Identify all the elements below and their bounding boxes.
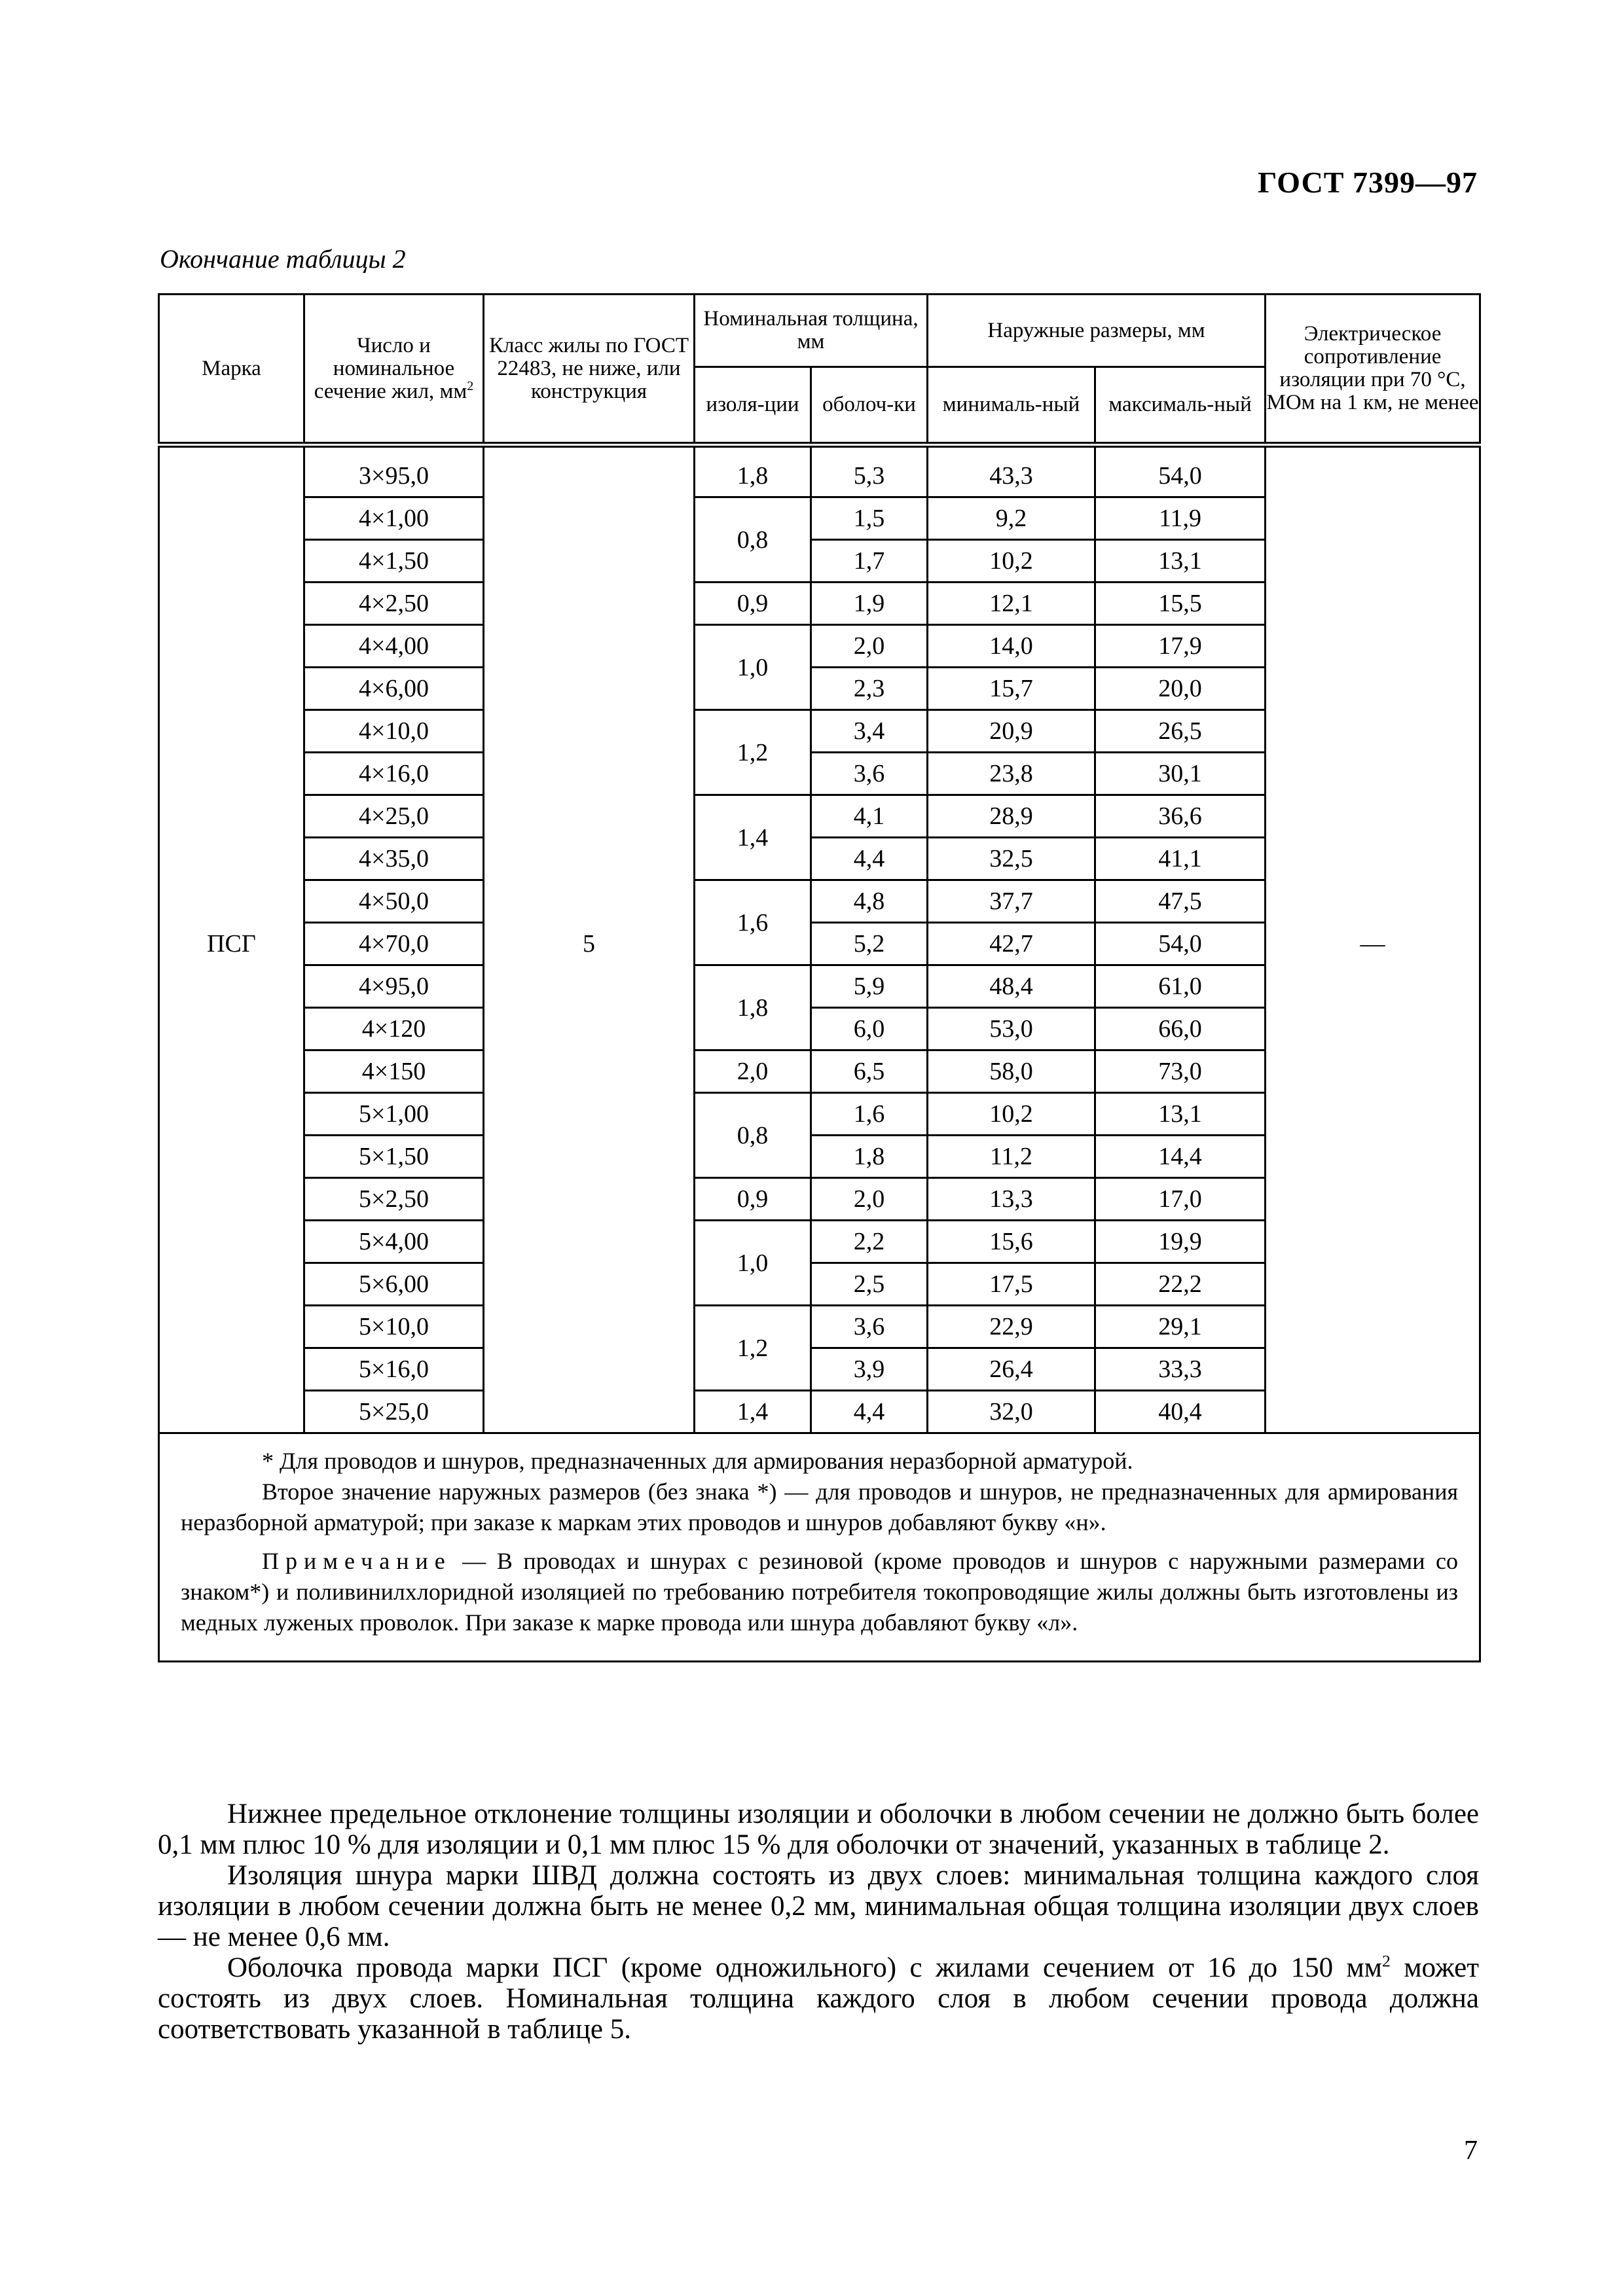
min-cell: 32,0 [928,1391,1095,1433]
max-cell: 13,1 [1095,540,1266,583]
izol-cell: 0,9 [695,583,811,625]
obol-cell: 4,4 [811,1391,928,1433]
obol-cell: 1,8 [811,1136,928,1178]
min-cell: 15,6 [928,1221,1095,1263]
izol-cell: 0,8 [695,1093,811,1178]
section-cell: 4×50,0 [304,880,484,923]
izol-cell: 1,8 [695,965,811,1050]
max-cell: 33,3 [1095,1348,1266,1391]
max-cell: 73,0 [1095,1050,1266,1093]
section-cell: 4×16,0 [304,753,484,795]
obol-cell: 2,3 [811,668,928,710]
table-caption: Окончание таблицы 2 [160,244,406,274]
paragraph-3-sup: 2 [1381,1951,1391,1971]
section-cell: 4×35,0 [304,838,484,880]
table-row [159,445,1480,497]
page-number: 7 [1464,2136,1478,2166]
izol-cell: 1,0 [695,625,811,710]
min-cell: 32,5 [928,838,1095,880]
header-nominal: Номинальная толщина, мм [695,295,928,367]
max-cell: 20,0 [1095,668,1266,710]
section-cell: 5×1,50 [304,1136,484,1178]
header-chislo-sup: 2 [467,378,474,393]
min-cell: 13,3 [928,1178,1095,1221]
min-cell: 53,0 [928,1008,1095,1050]
section-cell: 4×10,0 [304,710,484,753]
izol-cell: 0,8 [695,497,811,583]
min-cell: 22,9 [928,1306,1095,1348]
min-cell: 11,2 [928,1136,1095,1178]
klass-cell: 5 [484,445,695,1433]
document-code: ГОСТ 7399—97 [1258,166,1478,199]
max-cell: 61,0 [1095,965,1266,1008]
section-cell: 4×4,00 [304,625,484,668]
min-cell: 12,1 [928,583,1095,625]
max-cell: 17,0 [1095,1178,1266,1221]
max-cell: 36,6 [1095,795,1266,838]
izol-cell: 0,9 [695,1178,811,1221]
obol-cell: 1,9 [811,583,928,625]
obol-cell: 5,9 [811,965,928,1008]
izol-cell: 1,4 [695,795,811,880]
min-cell: 28,9 [928,795,1095,838]
section-cell: 5×10,0 [304,1306,484,1348]
max-cell: 22,2 [1095,1263,1266,1306]
min-cell: 42,7 [928,923,1095,965]
section-cell: 5×6,00 [304,1263,484,1306]
section-cell: 5×1,00 [304,1093,484,1136]
section-cell: 3×95,0 [304,445,484,497]
min-cell: 23,8 [928,753,1095,795]
max-cell: 19,9 [1095,1221,1266,1263]
table-notes [159,1433,1480,1662]
header-chislo [304,295,484,445]
izol-cell: 1,8 [695,445,811,497]
obol-cell: 1,5 [811,497,928,540]
paragraph-3 [158,1952,1479,2045]
max-cell: 13,1 [1095,1093,1266,1136]
min-cell: 9,2 [928,497,1095,540]
section-cell: 4×120 [304,1008,484,1050]
max-cell: 41,1 [1095,838,1266,880]
header-chislo-text: Число и номинальное сечение жил, мм [314,333,467,403]
header-klass: Класс жилы по ГОСТ 22483, не ниже, или конструкция [484,295,695,445]
body-text [158,1799,1479,2045]
paragraph-3-pre: Оболочка провода марки ПСГ (кроме одножильного) с жилами сечением от 16 до 150 мм [227,1952,1382,1983]
obol-cell: 6,0 [811,1008,928,1050]
cable-table [158,293,1481,1662]
obol-cell: 4,8 [811,880,928,923]
obol-cell: 3,6 [811,1306,928,1348]
max-cell: 54,0 [1095,445,1266,497]
obol-cell: 4,1 [811,795,928,838]
table-body [159,445,1480,1433]
min-cell: 20,9 [928,710,1095,753]
header-marka: Марка [159,295,304,445]
obol-cell: 5,2 [811,923,928,965]
obol-cell: 2,0 [811,1178,928,1221]
paragraph-2: Изоляция шнура марки ШВД должна состоять из двух слоев: минимальная толщина каждого слоя изоляции в любом сечении должна быть не менее 0,2 мм, минимальная общая толщина изоляции двух слоев — не менее 0,6 мм. [158,1860,1479,1952]
min-cell: 15,7 [928,668,1095,710]
izol-cell: 1,4 [695,1391,811,1433]
footnote-second: Второе значение наружных размеров (без знака *) — для проводов и шнуров, не предназначенных для армирования неразборной арматурой; при заказе к маркам этих проводов и шнуров добавляют букву «н». [181,1479,1459,1535]
section-cell: 4×6,00 [304,668,484,710]
max-cell: 54,0 [1095,923,1266,965]
max-cell: 29,1 [1095,1306,1266,1348]
min-cell: 48,4 [928,965,1095,1008]
section-cell: 4×1,00 [304,497,484,540]
obol-cell: 2,2 [811,1221,928,1263]
max-cell: 66,0 [1095,1008,1266,1050]
obol-cell: 4,4 [811,838,928,880]
section-cell: 5×16,0 [304,1348,484,1391]
izol-cell: 1,6 [695,880,811,965]
max-cell: 26,5 [1095,710,1266,753]
section-cell: 4×70,0 [304,923,484,965]
max-cell: 30,1 [1095,753,1266,795]
izol-cell: 2,0 [695,1050,811,1093]
max-cell: 11,9 [1095,497,1266,540]
note-primechanie [181,1546,1458,1638]
paragraph-1: Нижнее предельное отклонение толщины изоляции и оболочки в любом сечении не должно быть более 0,1 мм плюс 10 % для изоляции и 0,1 мм плюс 15 % для оболочки от значений, указанных в таблице 2. [158,1799,1479,1860]
max-cell: 15,5 [1095,583,1266,625]
obol-cell: 1,7 [811,540,928,583]
max-cell: 14,4 [1095,1136,1266,1178]
section-cell: 4×2,50 [304,583,484,625]
min-cell: 26,4 [928,1348,1095,1391]
marka-cell: ПСГ [159,445,304,1433]
header-obol: оболоч-ки [811,367,928,445]
izol-cell: 1,2 [695,1306,811,1391]
header-electr: Электрическое сопротивление изоляции при 70 °С, МОм на 1 км, не менее [1266,295,1480,445]
note-text: — В проводах и шнурах с резиновой (кроме проводов и шнуров с наружными размерами со знаком*) и поливинилхлоридной изоляцией по требованию потребителя токопроводящие жилы должны быть изготовлены из медных луженых проволок. При заказе к марке провода или шнура добавляют букву «л». [181,1548,1459,1636]
section-cell: 5×25,0 [304,1391,484,1433]
obol-cell: 6,5 [811,1050,928,1093]
section-cell: 4×25,0 [304,795,484,838]
paragraph-3-post: может состоять из двух слоев. Номинальная толщина каждого слоя в любом сечении провода должна соответствовать указанной в таблице 5. [158,1952,1479,2045]
section-cell: 4×95,0 [304,965,484,1008]
obol-cell: 2,5 [811,1263,928,1306]
header-izol: изоля-ции [695,367,811,445]
obol-cell: 3,9 [811,1348,928,1391]
header-max: максималь-ный [1095,367,1266,445]
izol-cell: 1,0 [695,1221,811,1306]
section-cell: 4×150 [304,1050,484,1093]
max-cell: 17,9 [1095,625,1266,668]
electr-cell: — [1266,445,1480,1433]
min-cell: 14,0 [928,625,1095,668]
note-label: Примечание [262,1548,452,1574]
min-cell: 10,2 [928,540,1095,583]
min-cell: 17,5 [928,1263,1095,1306]
min-cell: 10,2 [928,1093,1095,1136]
max-cell: 47,5 [1095,880,1266,923]
min-cell: 58,0 [928,1050,1095,1093]
izol-cell: 1,2 [695,710,811,795]
section-cell: 4×1,50 [304,540,484,583]
obol-cell: 3,6 [811,753,928,795]
obol-cell: 2,0 [811,625,928,668]
max-cell: 40,4 [1095,1391,1266,1433]
header-naruzh: Наружные размеры, мм [928,295,1266,367]
obol-cell: 1,6 [811,1093,928,1136]
section-cell: 5×4,00 [304,1221,484,1263]
header-min: минималь-ный [928,367,1095,445]
footnote-star: * Для проводов и шнуров, предназначенных для армирования неразборной арматурой. [262,1448,1133,1474]
section-cell: 5×2,50 [304,1178,484,1221]
min-cell: 43,3 [928,445,1095,497]
obol-cell: 3,4 [811,710,928,753]
min-cell: 37,7 [928,880,1095,923]
obol-cell: 5,3 [811,445,928,497]
